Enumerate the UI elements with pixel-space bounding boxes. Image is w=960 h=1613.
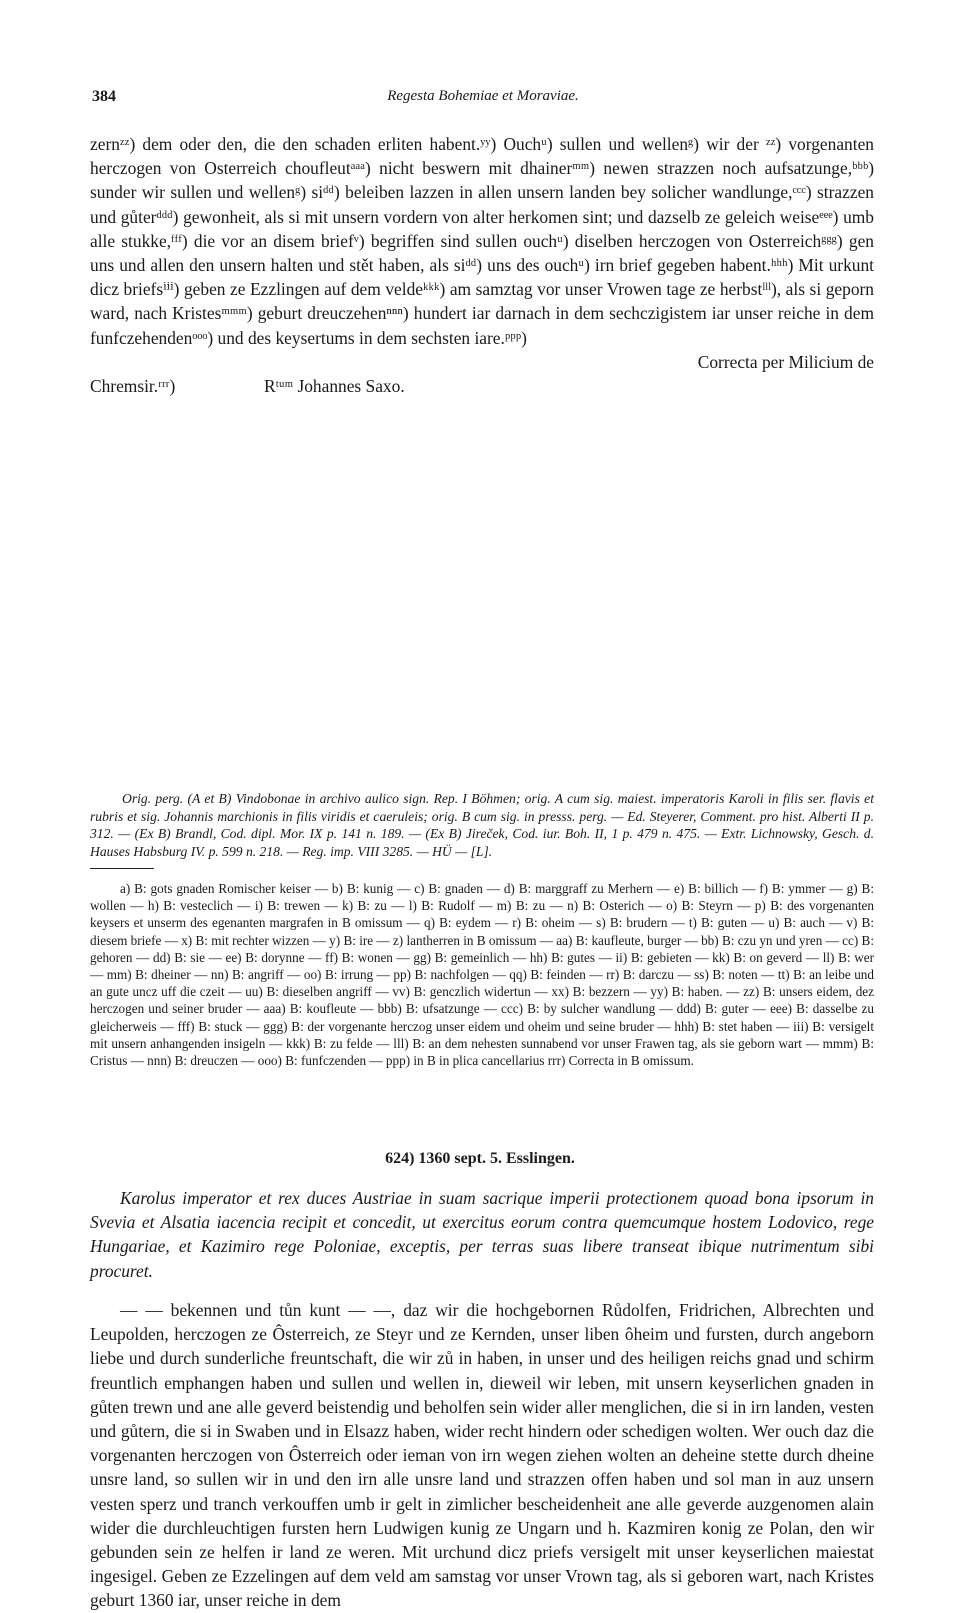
page-number: 384 (92, 88, 116, 105)
source-note-text: Orig. perg. (A et B) Vindobonae in archivo aulico sign. Rep. I Böhmen; orig. A cum sig. maiest. imperatoris Karoli in filis ser. flavis et rubris et sig. Johannis marchionis in filis viridis et caeruleis; orig. B cum sig. in presss. perg. — Ed. Steyerer, Comment. pro hist. Alberti II p. 312. — (Ex B) Brandl, Cod. dipl. Mor. IX p. 141 n. 189. — (Ex B) Jireček, Cod. iur. Boh. II, 1 p. 479 n. 475. — Extr. Lichnowsky, Gesch. d. Hauses Habsburg IV. p. 599 n. 218. — Reg. imp. VIII 3285. — HÜ — [L]. (90, 791, 874, 859)
summary-text: Karolus imperator et rex duces Austriae in suam sacrique imperii protectionem quoad bona ipsorum in Svevia et Alsatia iacencia recipit et concedit, ut exercitus eorum contra quemcumque hostem Lodovico, rege Hungariae, et Kazimiro rege Poloniae, exceptis, per terras suas libere transeat ibique nutrimentum sibi procuret. (90, 1188, 874, 1281)
apparatus-text: a) B: gots gnaden Romischer keiser — b) B: kunig — c) B: gnaden — d) B: marggraff zu Merhern — e) B: billich — f) B: ymmer — g) B: wollen — h) B: vesteclich — i) B: trewen — k) B: zu — l) B: Rudolf — m) B: zu — n) B: Osterich — o) B: Steyrn — p) B: des vorgenanten keysers et unserm des egenanten margrafen in B omissum — q) B: eydem — r) B: oheim — s) B: brudern — t) B: guten — u) B: auch — v) B: diesem briefe — x) B: mit rechter wizzen — y) B: ire — z) lantherren in B omissum — aa) B: kaufleute, burger — bb) B: czu yn und yren — cc) B: gehoren — dd) B: sie — ee) B: dorynne — ff) B: wonen — gg) B: gemeinlich — hh) B: gutes — ii) B: gebieten — kk) B: on geverd — ll) B: wer — mm) B: dheiner — nn) B: angriff — oo) B: irrung — pp) B: nachfolgen — qq) B: feinden — rr) B: darczu — ss) B: noten — tt) B: an leibe und an gute uncz uff die czeit — uu) B: dieselben angriff — vv) B: genczlich widertun — xx) B: bezzern — yy) B: haben. — zz) B: unsers eidem, dez herczogen und seiner bruder — aaa) B: koufleute — bbb) B: ufsatzunge — ccc) B: by sulcher wandlung — ddd) B: guter — eee) B: dasselbe zu gleicherweis — fff) B: stuck — ggg) B: der vorgenante herczog unser eidem und oheim und seine bruder — hhh) B: stet haben — iii) B: versigelt mit unsern anhangenden insigeln — kkk) B: zu felde — lll) B: an dem nehesten sunnabend vor unser Frawen tag, als sie geborn wart — mmm) B: Cristus — nnn) B: dreuczen — ooo) B: funfczenden — ppp) in B in plica cancellarius rrr) Correcta in B omissum. (90, 881, 874, 1069)
charter-text: — — bekennen und tůn kunt — —, daz wir die hochgebornen Růdolfen, Fridrichen, Albrechten und Leupolden, herczogen ze Ôsterreich, ze Steyr und ze Kernden, unser liben ôheim und fursten, durch angeborn liebe und durch sunderliche freuntschaft, die wir zů in haben, in unser und des heiligen reichs gnad und schirm freuntlich emphangen haben und sullen und wellen in, dieweil wir leben, mit unsern keyserlichen gnaden in gůten trewn und ane alle geverd beistendig und beholfen sein wider aller menglichen, die si in irn landen, vesten und gůtern, die si in Swaben und in Elsazz haben, wider recht hindern oder schedigen wolten. Wer ouch daz die vorgenanten herczogen von Ôsterreich oder ieman von irn wegen ziehen wolten an deheine stette durch dheine unsre land, so sullen wir in und den irn alle unsre land und strazzen offen haben und sol man in auz unsern vesten sperz und tranch verkouffen umb ir gelt in zimlicher bescheidenheit ane alle geverde auzgenomen alain wider die durchleuchtigen fursten hern Ludwigen kunig ze Ungarn und h. Kazmiren konig ze Polan, den wir gebunden sein ze helfen ir land ze weren. Mit urchund dicz priefs versigelt mit unser keyserlichen maiestat ingesigel. Geben ze Ezzelingen auf dem veld am samstag vor unser Vrown tag, als si geboren wart, nach Kristes geburt 1360 iar, unser reiche in dem (90, 1300, 874, 1611)
source-note (90, 790, 874, 860)
regest-summary (90, 1186, 874, 1283)
charter-text-block (90, 1298, 874, 1613)
running-title: Regesta Bohemiae et Moraviae. (387, 88, 579, 104)
document-heading: 624) 1360 sept. 5. Esslingen. (385, 1150, 575, 1167)
continuation-text-block (90, 132, 874, 398)
footnote-divider (90, 868, 154, 869)
page-header (92, 88, 874, 114)
continuation-paragraph: zernᶻᶻ) dem oder den, die den schaden erliten habent.ʸʸ) Ouchᵘ) sullen und wellenᵍ) wir der ᶻᶻ) vorgenanten herczogen von Osterreich choufleutᵃᵃᵃ) nicht beswern mit dhainerᵐᵐ) newen strazzen noch aufsatzunge,ᵇᵇᵇ) sunder wir sullen und wellenᵍ) siᵈᵈ) beleiben lazzen in allen unsern landen bey solicher wandlunge,ᶜᶜᶜ) strazzen und gůterᵈᵈᵈ) gewonheit, als si mit unsern vordern von alter herkomen sint; und dazselb ze geleich weiseᵉᵉᵉ) umb alle stukke,ᶠᶠᶠ) die vor an disem briefᵛ) begriffen sind sullen ouchᵘ) diselben herczogen von Osterreichᵍᵍᵍ) gen uns und allen den unsern halten und stět haben, als siᵈᵈ) uns des ouchᵘ) irn brief gegeben habent.ʰʰʰ) Mit urkunt dicz briefsⁱⁱⁱ) geben ze Ezzlingen auf dem veldeᵏᵏᵏ) am samztag vor unser Vrowen tage ze herbstˡˡˡ), als si geporn ward, nach Kristesᵐᵐᵐ) geburt dreuczehenⁿⁿⁿ) hundert iar darnach in dem sechczigistem iar unser reiche in dem funfczehendenᵒᵒᵒ) und des keysertums in dem sechsten iare.ᵖᵖᵖ) (90, 134, 874, 348)
critical-apparatus (90, 880, 874, 1069)
closing-line (90, 350, 874, 374)
closing-place-line (90, 374, 874, 398)
registrar-note: Rᵗᵘᵐ Johannes Saxo. (263, 376, 405, 397)
correcta-note: Correcta per Milicium de (697, 351, 874, 372)
closing-place: Chremsir.ʳʳʳ) (90, 376, 176, 397)
